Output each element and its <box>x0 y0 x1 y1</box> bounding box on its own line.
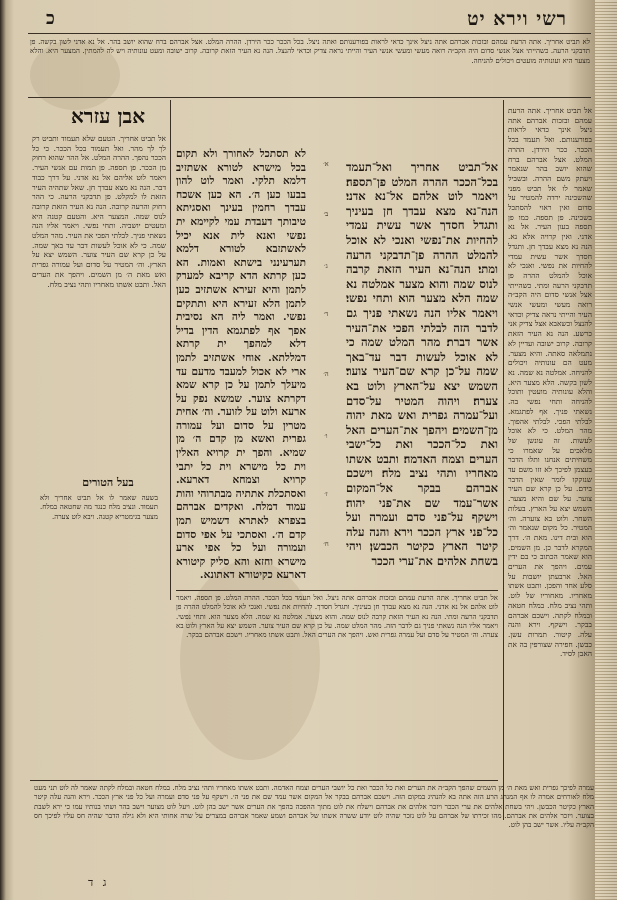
section-rule <box>30 780 498 781</box>
margin-note: ג׳ <box>324 262 328 270</box>
margin-note: ו׳ <box>324 432 328 440</box>
section-rule <box>176 590 498 591</box>
ibn-ezra-heading: אבן עזרא <box>70 104 146 128</box>
torah-text-column: אל־תביט אחריך ואל־תעמד בכל־הככר ההרה המלט פן־תספה׃ ויאמר לוט אלהם אל־נא אדני׃ הנה־נא מצא עבדך חן בעיניך ותגדל חסדך אשר עשית עמדי להחיות את־נפשי ואנכי לא אוכל להמלט ההרה פן־תדבקני הרעה ומתי׃ הנה־נא העיר הזאת קרבה לנוס שמה והוא מצער אמלטה נא שמה הלא מצער הוא ותחי נפשי׃ ויאמר אליו הנה נשאתי פניך גם לדבר הזה לבלתי הפכי את־העיר אשר דברת׃ מהר המלט שמה כי לא אוכל לעשות דבר עד־באך שמה על־כן קרא שם־העיר צוער׃ השמש יצא על־הארץ ולוט בא צערה׃ ויהוה המטיר על־סדם ועל־עמרה גפרית ואש מאת יהוה מן־השמים׃ ויהפך את־הערים האל ואת כל־הככר ואת כל־ישבי הערים וצמח האדמה׃ ותבט אשתו מאחריו ותהי נציב מלח׃ וישכם אברהם בבקר אל־המקום אשר־עמד שם את־פני יהוה׃ וישקף על־פני סדם ועמרה ועל כל־פני ארץ הככר וירא והנה עלה קיטר הארץ כקיטר הכבשן׃ ויהי בשחת אלהים את־ערי הככר <box>346 160 498 569</box>
outer-commentary-column: אל תביט אחריך. אתה הרעת עמהם ובזכות אברהם אתה ניצל אינך כדאי לראות בפורענותם. ואל תעמד בכל הככר. ככר הירדן. ההרה המלט. אצל אברהם ברח שהוא יושב בהר שנאמר ויעתק משם ההרה. ובשביל שאמר לו אל תביט מפני שהשכינה ירדה להמטיר על סדום ואין ראוי להסתכל בשכינה. פן תספה. כמו פן תספה בעון העיר. אל נא אדני. ואין קרויה אלא נא. הנה נא מצא עבדך חן. ותגדל חסדך אשר עשית עמדי להחיות את נפשי. ואנכי לא אוכל להמלט ההרה פן תדבקני הרעה ומתי. כשהייתי אצל אנשי סדום היה הקב״ה רואה מעשי ומעשי אנשי העיר והייתי נראה צדיק וכדאי להנצל וכשאבא אצל צדיק אני כרשע. הנה נא העיר הזאת קרובה. קרוב ישובה ועדיין לא נתמלאה סאתה. והיא מצער. מעט הם עונותיה ויכולים להניחה. אמלטה נא שמה. נא לשון בקשה. הלא מצער היא. והלא עונותיה מועטין ותוכל להניחה ותחי נפשי בה. נשאתי פניך. אף לפתגמא. לבלתי הפכי. לבלתי אהפוך. מהר המלט. כי לא אוכל לעשות. זה עונשן של מלאכים על שאמרו כי משחיתים אנחנו ותלו הדבר בעצמן לפיכך לא זזו משם עד שנזקקו לומר שאין הדבר בידם. על כן קרא שם העיר צוער. על שם והיא מצער. השמש יצא על הארץ. בעלות השחר. ולוט בא צוערה. וה׳ המטיר. כל מקום שנאמר וה׳ הוא ובית דינו. מאת ה׳. דרך המקרא לדבר כן. מן השמים. הוא שאמר הכתוב כי בם ידין עמים. ויהפך את הערים האל. ארבעתן יושבות על סלע אחד והפכן. ותבט אשתו מאחריו. מאחוריו של לוט. ותהי נציב מלח. במלח חטאה ובמלח לקתה. וישכם אברהם בבקר. וישקף. וירא והנה עלה. קיטור. תמרות עשן. כבשן. חפירה שצורפין בה את האבן לסיד. <box>508 106 592 659</box>
column-divider <box>503 100 504 820</box>
ibn-ezra-text: אל תביט אחריך. הטעם שלא תעמוד ותביט רק לך לך מהר. ואל תעמוד בכל הככר. כי כל הככר נהפך. ההרה המלט. אל ההר שהוא רחוק מן הככר. פן תספה. פן תמות עם אנשי העיר. ויאמר לוט אליהם אל נא אדני. על דרך כבוד דבר. הנה נא מצא עבדך חן. שאל שתהיה העיר הזאת לו למקלט. פן תדבקני הרעה. כי ההר רחוק והרעה קרובה. הנה נא העיר הזאת קרובה לנוס שמה. המצער היא. והטעם קטנה היא ומעטים יושביה. ותחי נפשי. ויאמר אליו הנה נשאתי פניך. לבלתי הפכי את העיר. מהר המלט שמה. כי לא אוכל לעשות דבר עד באך שמה. על כן קרא שם העיר צוער. השמש יצא על הארץ. וה׳ המטיר על סדום ועל עמורה גפרית ואש מאת ה׳ מן השמים. ויהפך את הערים האל. ותבט אשתו מאחריו ותהי נציב מלח. <box>32 134 166 289</box>
section-rule <box>28 97 591 98</box>
header-rule <box>28 33 591 34</box>
folio-number: כ <box>46 8 55 29</box>
margin-note: ה׳ <box>323 370 329 378</box>
signature-mark: ג ד <box>88 876 110 889</box>
baal-haturim-heading: בעל הטורים <box>82 476 134 489</box>
margin-note: ז׳ <box>324 490 328 498</box>
baal-haturim-text: בשעה שאמר לו אל תביט אחריך ולא תעמוד. ונציב מלח כנגד מה שחטאה במלח. מצער בגימטריא קטנה. ויבא לוט צערה. <box>40 494 158 521</box>
margin-note: א׳ <box>323 160 329 168</box>
lower-commentary-block: אל תביט אחריך. אתה הרעת עמהם ובזכות אברהם אתה ניצל. ואל תעמד בכל הככר. ההרה המלט. פן תספה. ויאמר לוט אלהם אל נא אדני. הנה נא מצא עבדך חן בעיניך. ותגדל חסדך. להחיות את נפשי. ואנכי לא אוכל להמלט ההרה פן תדבקני הרעה ומתי. הנה נא העיר הזאת קרבה לנוס שמה. והוא מצער. אמלטה נא שמה. הלא מצער הוא. ותחי נפשי. ויאמר אליו הנה נשאתי פניך גם לדבר הזה. מהר המלט שמה. על כן קרא שם העיר צוער. השמש יצא על הארץ ולוט בא צערה. וה׳ המטיר על סדם ועל עמרה גפרית ואש. ויהפך את הערים האל. ותבט אשתו מאחריו. וישכם אברהם בבקר. <box>176 594 498 640</box>
running-header <box>40 8 587 30</box>
running-title: רשי וירא יט <box>467 8 567 30</box>
bottom-commentary-block: עמרה לפיכך גפרית ואש מאת ה׳ מן השמים שהפך הקב״ה את הערים ואת כל הככר ואת כל יושבי הערים וצמח האדמה. ותבט אשתו מאחריו ותהי נציב מלח. במלח חטאה ובמלח לקתה שאמר לה לוט תני מעט מלח לאורחים אמרה לו אף המנהג הרע הזה אתה בא להנהיג במקום הזה. וישכם אברהם בבקר אל המקום אשר עמד שם את פני ה׳. וישקף על פני סדם ועמרה ועל כל פני ארץ הככר. וירא והנה עלה קיטר הארץ כקיטר הכבשן. ויהי בשחת אלהים את ערי הככר ויזכר אלהים את אברהם וישלח את לוט מתוך ההפכה בהפך את הערים אשר ישב בהן לוט. ויעל לוט מצוער וישב בהר ושתי בנותיו עמו כי ירא לשבת בצוער. ויזכר אלהים את אברהם. מהו זכירתו של אברהם על לוט נזכר שהיה לוט יודע ששרה אשתו של אברהם ושמע שאמר אברהם במצרים על שרה אחותי היא ולא גילה הדבר שהיה חס עליו לפיכך חס הקב״ה עליו. אשר ישב בהן לוט. <box>34 784 594 830</box>
margin-note: ח׳ <box>323 540 329 548</box>
margin-note: ב׳ <box>323 210 329 218</box>
page-edges <box>595 0 617 900</box>
rashi-top-block: לא תביט אחריך. אתה הרעת עמהם ובזכות אברהם אתה ניצל אינך כדאי לראות בפורענותם ואתה ניצל. בכל הככר ככר הירדן. ההרה המלט. אצל אברהם ברח שהוא יושב בהר. אל נא אדני לשון בקשה. פן תדבקני הרעה. כשהייתי אצל אנשי סדום היה הקב״ה רואה מעשי ומעשי אנשי העיר והייתי נראה צדיק וכדאי להנצל. הנה נא העיר הזאת קרובה. קרוב ישובה ומעט עונותיה ויש לה להמתין. המצער היא. והלא מצער היא ועונותיה מועטים ויכולים להניחה. <box>30 38 590 65</box>
column-divider <box>170 100 171 600</box>
targum-column: לא תסתכל לאחורך ולא תקום בכל מישרא לטורא אשתזיב דלמא תלקי. ואמר לוט להון בבעו כען ה׳. הא כען אשכח עבדך רחמין בעינך ואסגיתא טיבותך דעבדת עמי לקיימא ית נפשי ואנא לית אנא יכיל לאשתזבא לטורא דלמא תערעינני בישתא ואמות. הא כען קרתא הדא קריבא למערק לתמן והיא זעירא אשתזיב כען לתמן הלא זעירא היא ותתקים נפשי. ואמר ליה הא נסיבית אפך אף לפתגמא הדין בדיל דלא למהפך ית קרתא דמללתא. אוחי אשתזיב לתמן ארי לא אכול למעבד מדעם עד מיעלך לתמן על כן קרא שמא דקרתא צוער. שמשא נפק על ארעא ולוט על לזוער. וה׳ אחית מטרין על סדום ועל עמורה גפרית ואשא מן קדם ה׳ מן שמיא. והפך ית קרויא האלין וית כל מישרא וית כל יתבי קרויא וצמחא דארעא. ואסתכלת אתתיה מבתרוהי והות עמוד דמלח. ואקדים אברהם בצפרא לאתרא דשמיש תמן קדם ה׳. ואסתכי על אפי סדום ועמורה ועל כל אפי ארע מישרא וחזא והא סליק קיטורא דארעא כקיטורא דאתונא. <box>176 148 306 580</box>
margin-note: ד׳ <box>323 310 329 318</box>
